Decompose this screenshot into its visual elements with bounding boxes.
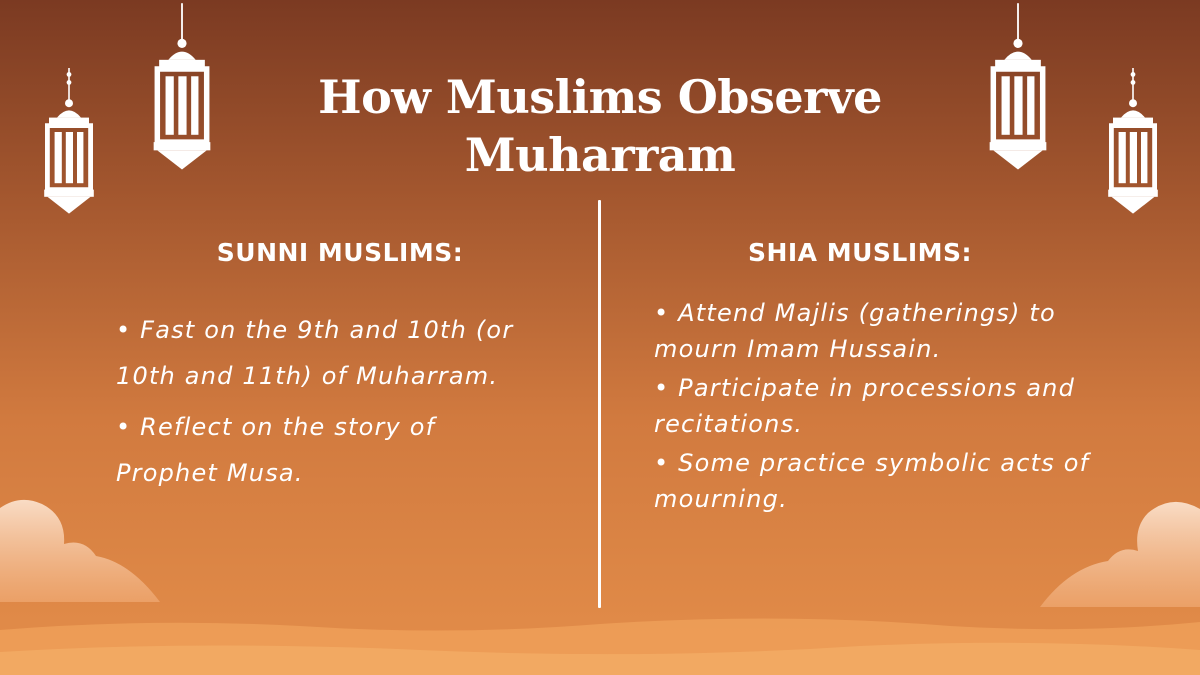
lantern-icon [986, 0, 1050, 180]
lantern-icon [150, 0, 214, 180]
sunni-bullet-list [116, 307, 546, 501]
sunni-heading: SUNNI MUSLIMS: [216, 238, 464, 267]
sunni-bullet: • Fast on the 9th and 10th (or 10th and 11th) of Muharram. [116, 316, 514, 390]
shia-bullet: • Some practice symbolic acts of mourning. [654, 449, 1090, 513]
slide-title: How Muslims Observe Muharram [318, 70, 882, 182]
shia-heading: SHIA MUSLIMS: [747, 238, 973, 267]
shia-bullet: • Participate in processions and recitations. [654, 374, 1076, 438]
sunni-bullet: • Reflect on the story of Prophet Musa. [116, 413, 436, 487]
shia-bullet-list [654, 295, 1114, 520]
column-divider [598, 200, 601, 608]
lantern-icon [1104, 68, 1162, 220]
shia-bullet: • Attend Majlis (gatherings) to mourn Imam Hussain. [654, 299, 1056, 363]
lantern-icon [40, 68, 98, 220]
sand-dune-icon [0, 600, 1200, 675]
